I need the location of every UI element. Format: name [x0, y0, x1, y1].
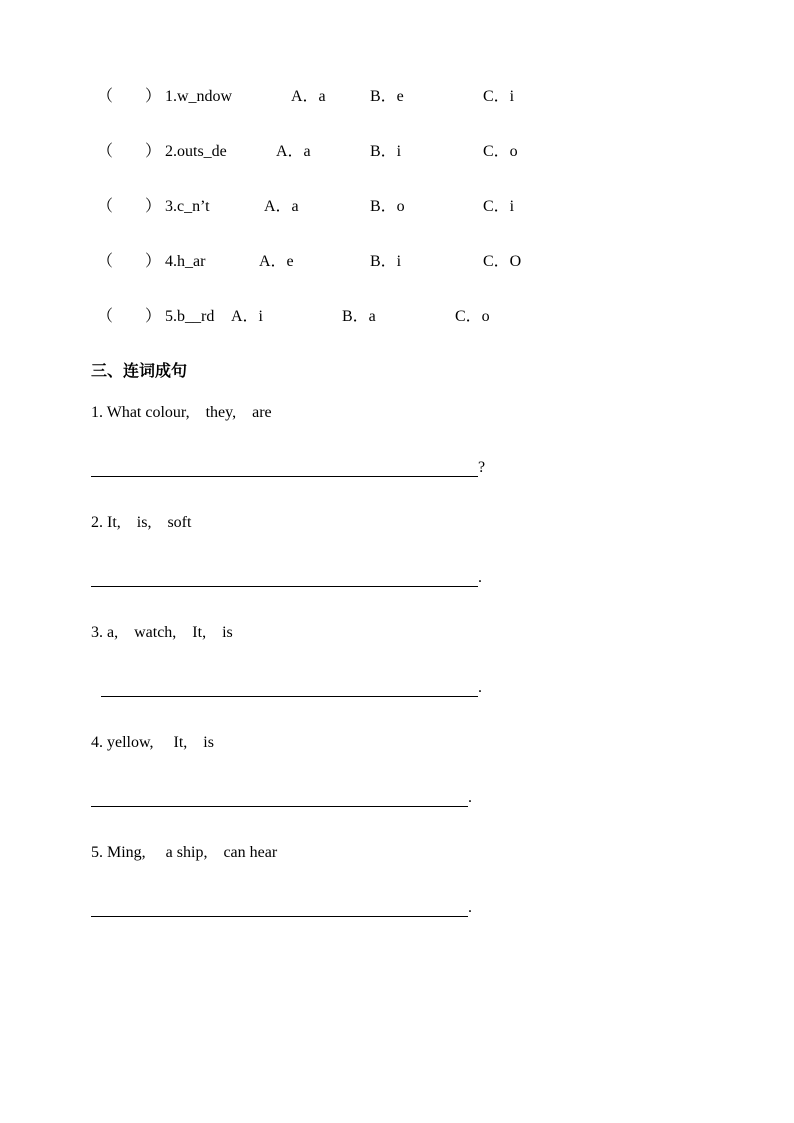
choice-question-1: [0, 85, 794, 109]
choice-question-3: [0, 195, 794, 219]
option-a: A．a: [291, 88, 326, 105]
option-a: A．i: [231, 308, 264, 325]
choice-question-2: [0, 140, 794, 164]
option-a: A．e: [259, 253, 294, 270]
choice-question-5: [0, 305, 794, 329]
answer-underline: [91, 806, 468, 807]
answer-paren: （ ）: [97, 143, 162, 160]
option-b: B．o: [370, 198, 405, 215]
word-order-prompt-2: 2. It, is, soft: [91, 514, 192, 531]
end-mark: .: [468, 899, 472, 916]
answer-underline: [91, 476, 478, 477]
option-c: C．O: [483, 253, 522, 270]
option-c: C．o: [455, 308, 490, 325]
section-title: 三、连词成句: [91, 361, 188, 380]
question-word: 2.outs_de: [165, 143, 227, 160]
word-order-prompt-1: 1. What colour, they, are: [91, 404, 272, 421]
option-a: A．a: [276, 143, 311, 160]
answer-line-5[interactable]: [91, 896, 481, 920]
option-b: B．e: [370, 88, 404, 105]
option-c: C．i: [483, 198, 515, 215]
end-mark: .: [478, 679, 482, 696]
end-mark: .: [468, 789, 472, 806]
question-word: 1.w_ndow: [165, 88, 233, 105]
word-order-prompt-5: 5. Ming, a ship, can hear: [91, 844, 278, 861]
word-order-prompt-3: 3. a, watch, It, is: [91, 624, 233, 641]
answer-line-3[interactable]: [101, 676, 491, 700]
answer-underline: [91, 916, 468, 917]
answer-underline: [101, 696, 478, 697]
answer-paren: （ ）: [97, 308, 162, 325]
option-c: C．i: [483, 88, 515, 105]
question-word: 4.h_ar: [165, 253, 206, 270]
answer-paren: （ ）: [97, 253, 162, 270]
option-b: B．i: [370, 143, 402, 160]
answer-underline: [91, 586, 478, 587]
option-b: B．a: [342, 308, 376, 325]
question-word: 5.b__rd: [165, 308, 215, 325]
answer-line-1[interactable]: [91, 456, 491, 480]
option-c: C．o: [483, 143, 518, 160]
answer-line-2[interactable]: [91, 566, 491, 590]
answer-line-4[interactable]: [91, 786, 481, 810]
option-a: A．a: [264, 198, 299, 215]
end-mark: ?: [478, 459, 486, 476]
answer-paren: （ ）: [97, 88, 162, 105]
question-word: 3.c_n’t: [165, 198, 210, 215]
word-order-prompt-4: 4. yellow, It, is: [91, 734, 214, 751]
option-b: B．i: [370, 253, 402, 270]
choice-question-4: [0, 250, 794, 274]
end-mark: .: [478, 569, 482, 586]
answer-paren: （ ）: [97, 198, 162, 215]
